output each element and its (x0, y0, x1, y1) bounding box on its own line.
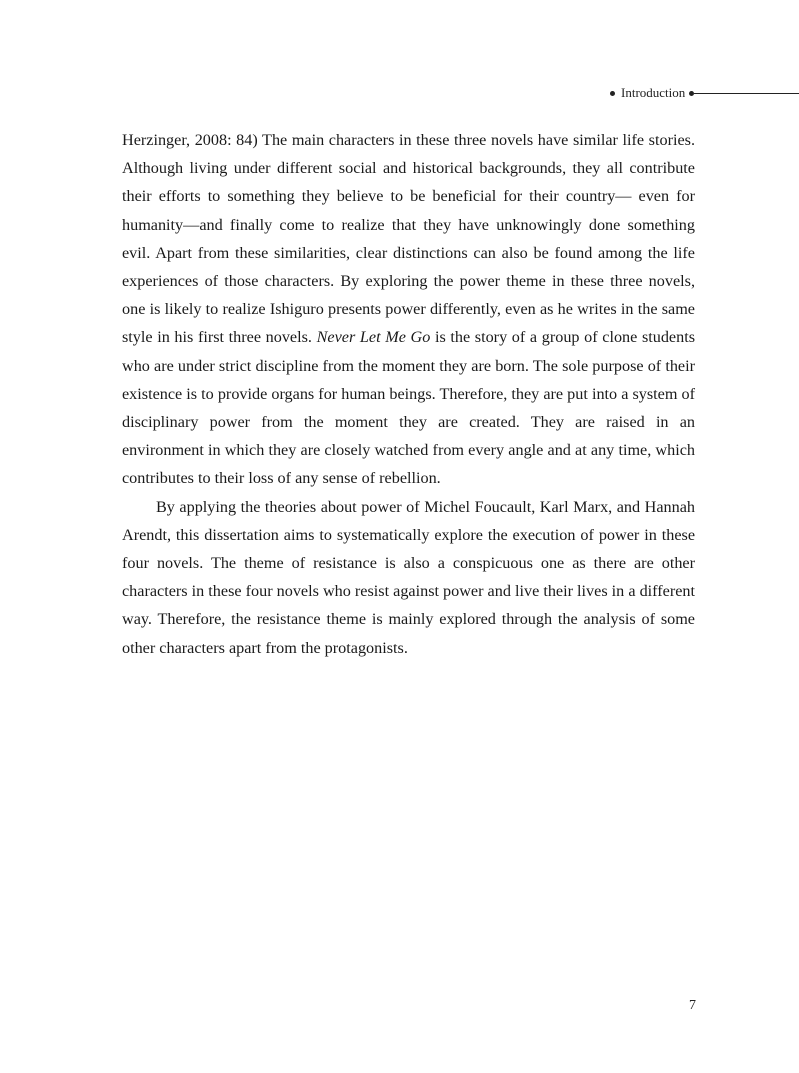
novel-title: Never Let Me Go (316, 328, 431, 347)
paragraph-1-text-start: Herzinger, 2008: 84) The main characters in these three novels have similar life stories. Although living under different social and historical backgrounds, they all contribute their efforts to something they believe to be beneficial for their country— even for humanity—and finally come to realize that they have unknowingly done something evil. Apart from these similarities, clear distinctions can also be found among the life experiences of those characters. By exploring the power theme in these three novels, one is likely to realize Ishiguro presents power differently, even as he writes in the same style in his first three novels. (122, 131, 695, 347)
header-rule (694, 93, 799, 94)
page-number: 7 (689, 998, 696, 1013)
bullet-icon (610, 91, 615, 96)
paragraph-2: By applying the theories about power of Michel Foucault, Karl Marx, and Hannah Arendt, this dissertation aims to systematically explore the execution of power in these four novels. The theme of resistance is also a conspicuous one as there are other characters in these four novels who resist against power and live their lives in a different way. Therefore, the resistance theme is mainly explored through the analysis of some other characters apart from the protagonists. (122, 497, 695, 657)
running-header (610, 85, 799, 101)
paragraph-1 (122, 126, 695, 493)
paragraph-1-text-end: is the story of a group of clone students who are under strict discipline from the moment they are born. The sole purpose of their existence is to provide organs for human beings. Therefore, they are put into a system of disciplinary power from the moment they are created. They are raised in an environment in which they are closely watched from every angle and at any time, which contributes to their loss of any sense of rebellion. (122, 328, 696, 488)
body-text (122, 126, 695, 662)
section-title: Introduction (621, 85, 686, 100)
